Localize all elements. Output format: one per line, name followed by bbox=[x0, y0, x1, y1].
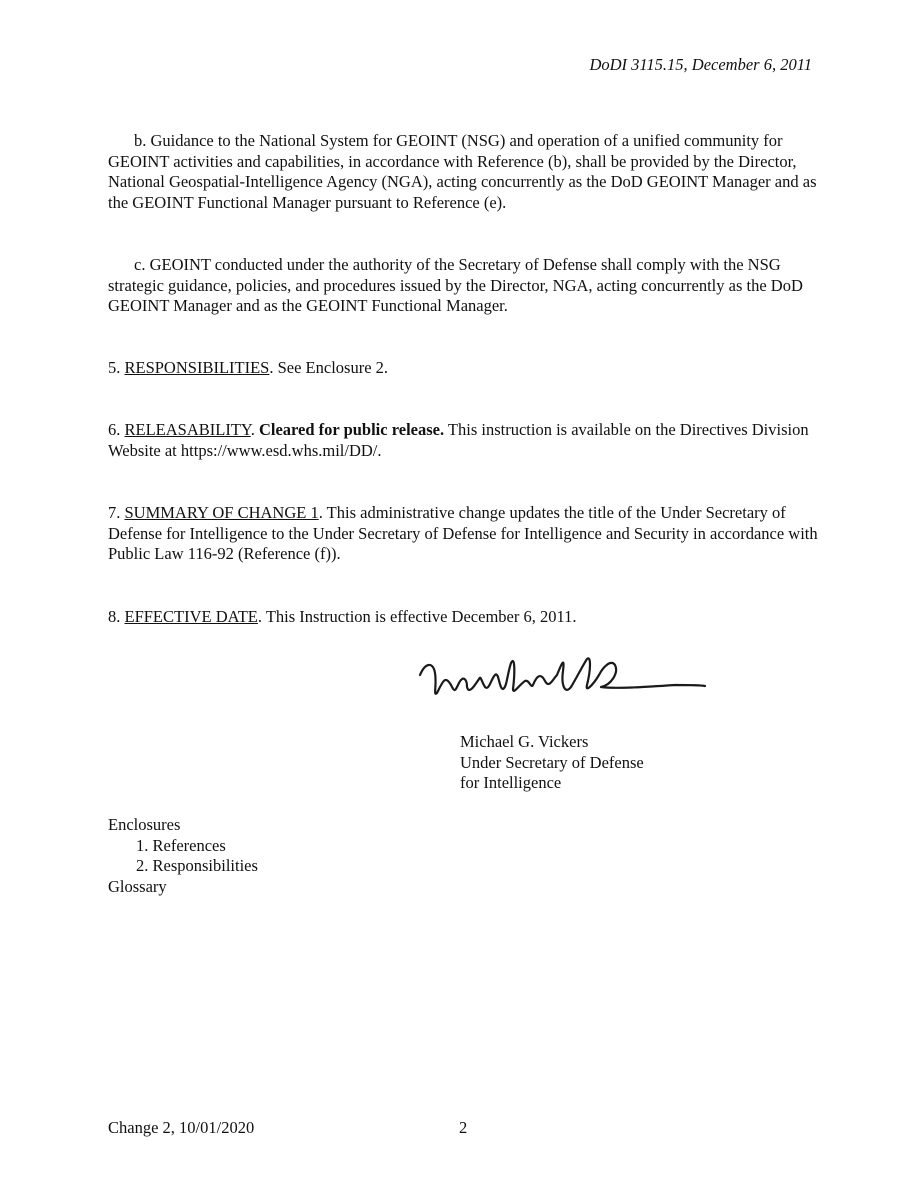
enclosures-list bbox=[108, 815, 258, 898]
section-number: 8. bbox=[108, 607, 125, 626]
section-heading: RESPONSIBILITIES bbox=[124, 358, 270, 377]
section-text: . This Instruction is effective December 6, 2011. bbox=[257, 607, 577, 626]
signatory-name: Michael G. Vickers bbox=[460, 732, 589, 751]
section-text: . This administrative change updates the title of the Under Secretary of Defense for Intelligence to the Under Secretary of Defense for Intelligence and Security in accordance with Public Law 116-92 (Reference (f)). bbox=[108, 503, 818, 564]
section-effective-date bbox=[108, 607, 820, 628]
section-text: This instruction is available on the Directives Division Website at https://www.esd.whs.mil/DD/. bbox=[108, 420, 809, 460]
enclosure-item: 1. References bbox=[136, 835, 226, 855]
enclosures-label: Enclosures bbox=[108, 815, 181, 834]
section-heading: EFFECTIVE DATE bbox=[124, 607, 258, 626]
paragraph-b: b. Guidance to the National System for GEOINT (NSG) and operation of a unified community for GEOINT activities and capabilities, in accordance with Reference (b), shall be provided by the Director, National Geospatial-Intelligence Agency (NGA), acting concurrently as the DoD GEOINT Manager and as the GEOINT Functional Manager pursuant to Reference (e). bbox=[108, 131, 817, 213]
section-text: . See Enclosure 2. bbox=[269, 358, 389, 377]
handwritten-signature bbox=[415, 645, 715, 715]
footer-page-number: 2 bbox=[459, 1118, 468, 1137]
signatory-title: Under Secretary of Defense bbox=[460, 752, 644, 772]
section-summary-of-change bbox=[108, 503, 820, 565]
signatory-title-continued: for Intelligence bbox=[460, 773, 562, 793]
paragraph-c: c. GEOINT conducted under the authority of the Secretary of Defense shall comply with the NSG strategic guidance, policies, and procedures issued by the Director, NGA, acting concurrently as the DoD GEOINT Manager and as the GEOINT Functional Manager. bbox=[108, 255, 803, 316]
signature-block bbox=[460, 732, 644, 794]
release-statement: Cleared for public release. bbox=[258, 420, 445, 439]
glossary-label: Glossary bbox=[108, 877, 167, 897]
document-header: DoDI 3115.15, December 6, 2011 bbox=[589, 55, 812, 74]
section-heading: RELEASABILITY bbox=[124, 420, 251, 439]
section-separator: . bbox=[250, 420, 259, 439]
section-number: 5. bbox=[108, 358, 125, 377]
enclosure-item: 2. Responsibilities bbox=[136, 856, 258, 876]
section-number: 7. bbox=[108, 503, 125, 522]
footer-change-note: Change 2, 10/01/2020 bbox=[108, 1118, 255, 1137]
section-number: 6. bbox=[108, 420, 125, 439]
section-releasability bbox=[108, 420, 820, 461]
section-heading: SUMMARY OF CHANGE 1 bbox=[124, 503, 319, 522]
section-responsibilities bbox=[108, 358, 820, 379]
